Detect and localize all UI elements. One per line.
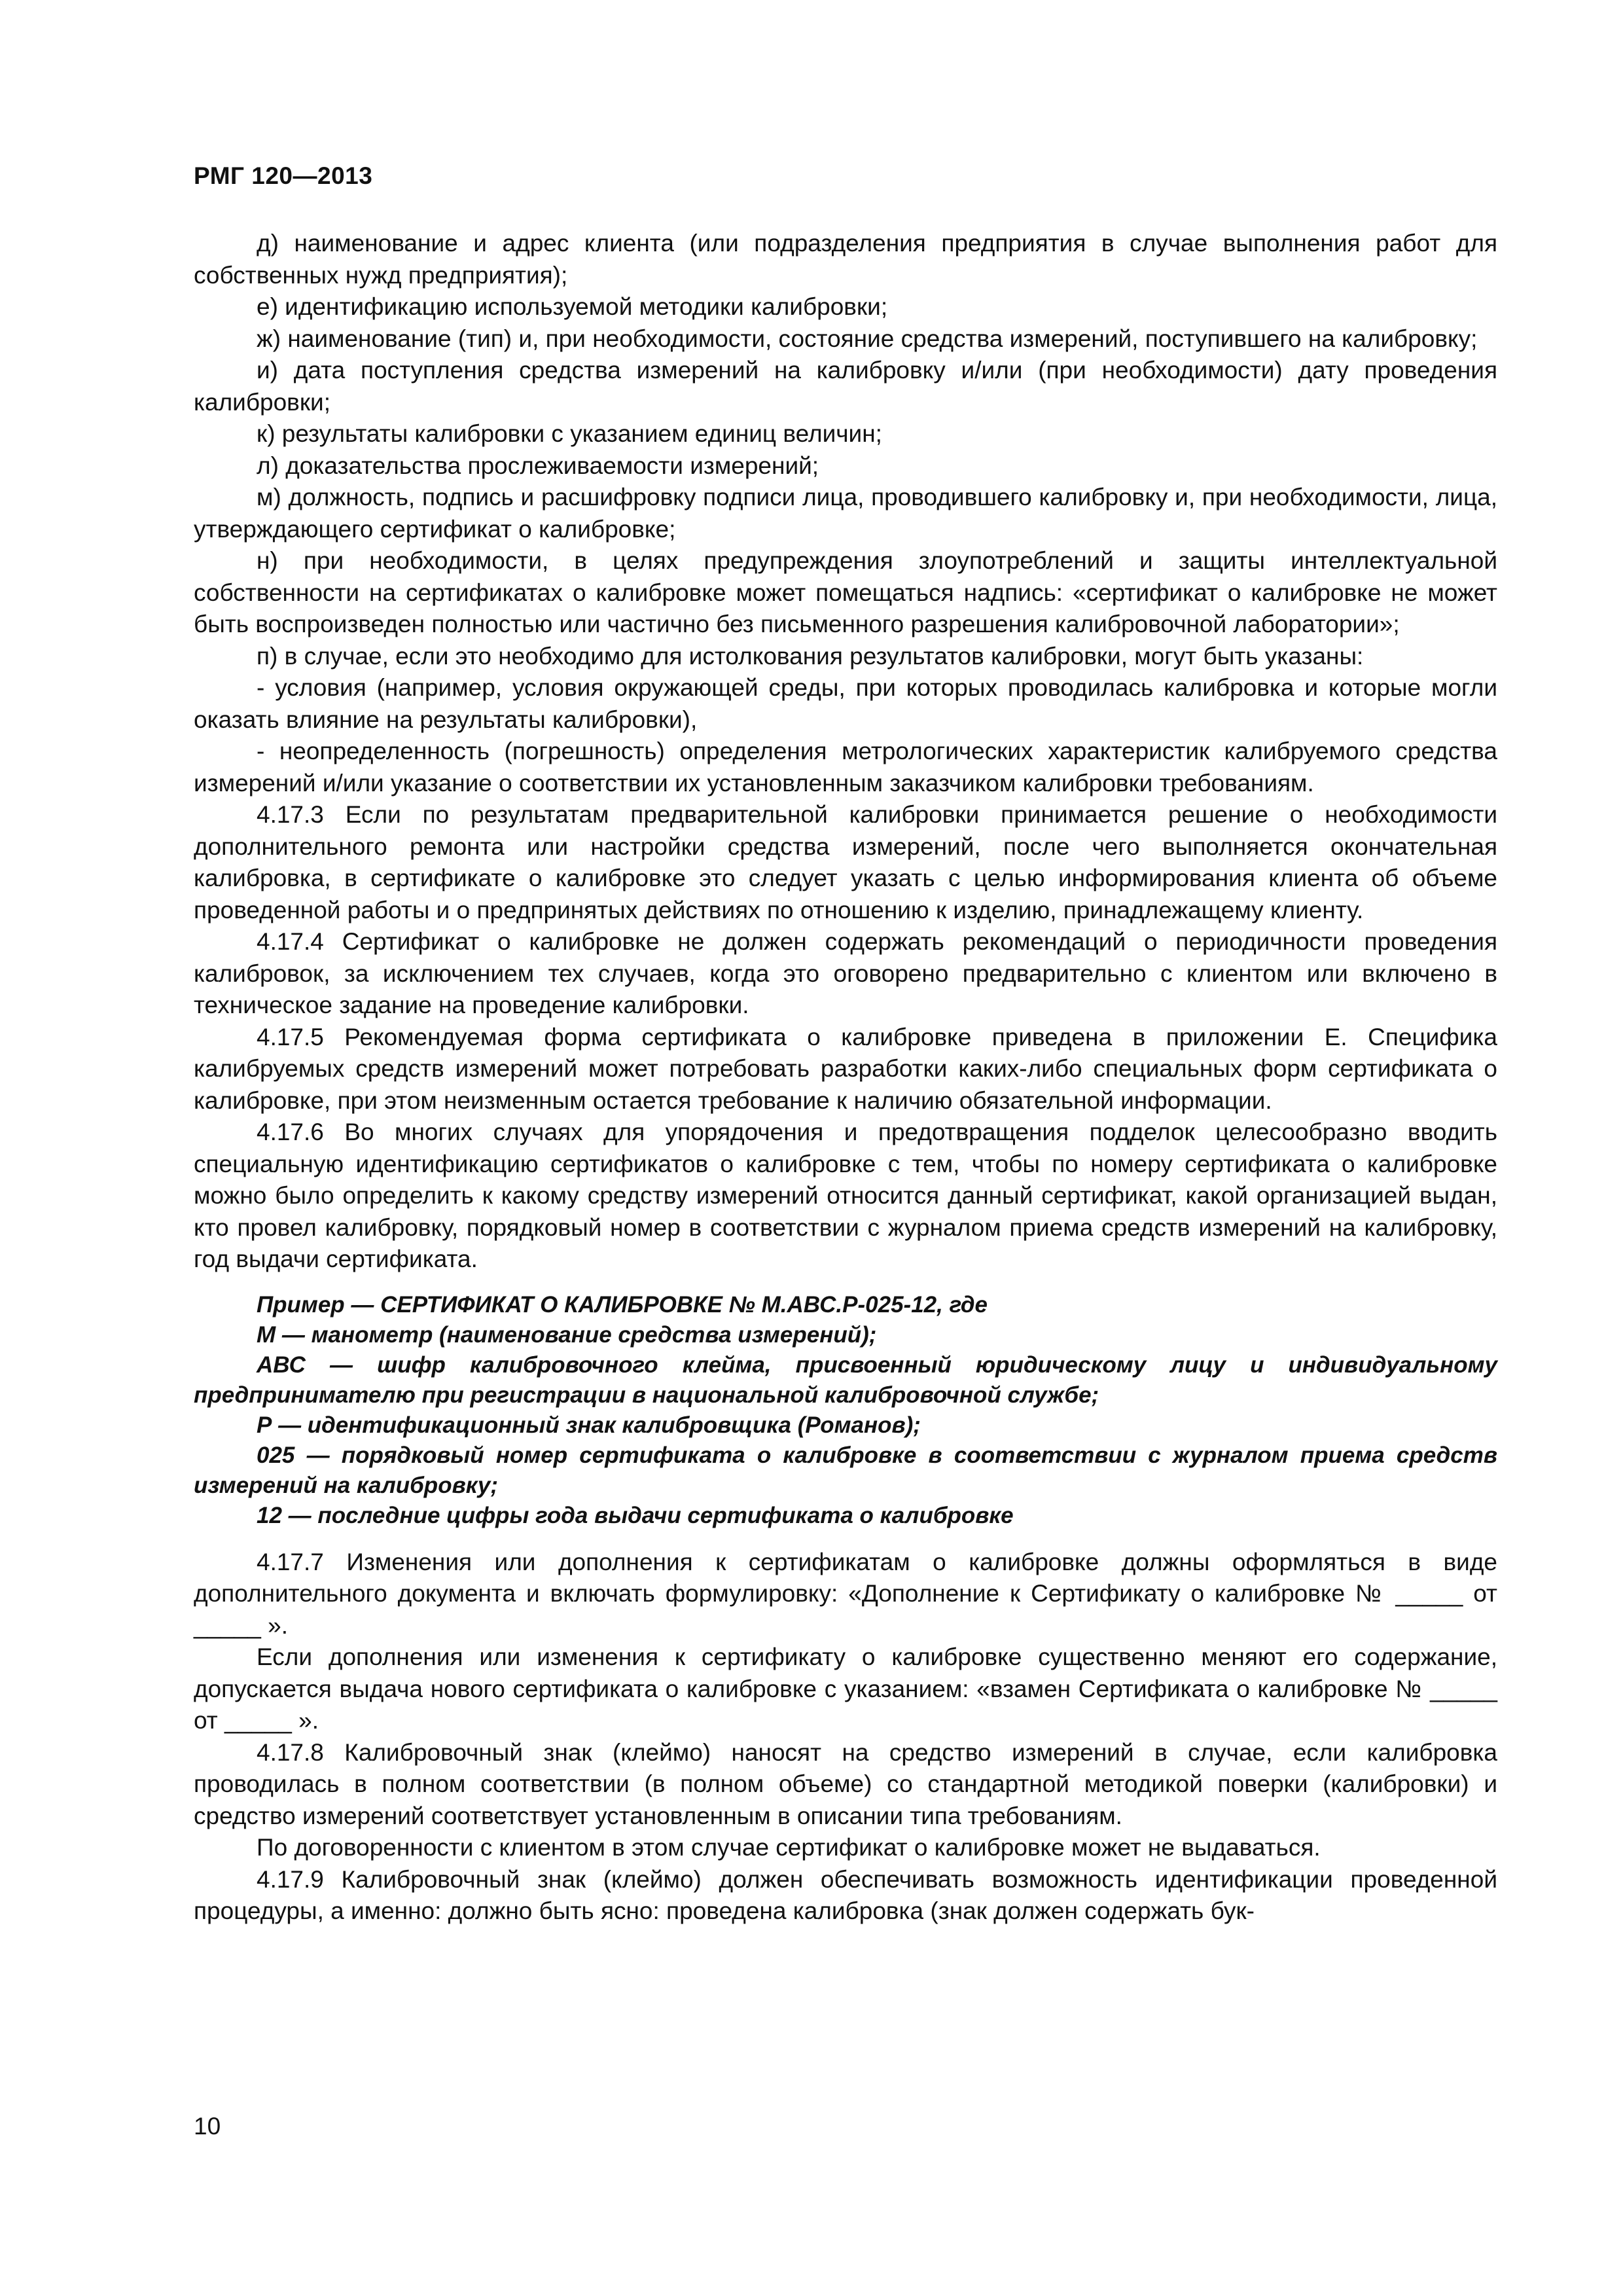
list-item-e: е) идентификацию используемой методики калибровки; xyxy=(257,293,888,320)
list-item-p: п) в случае, если это необходимо для истолкования результатов калибровки, могут быть указаны: xyxy=(257,642,1364,670)
example-line-m: М — манометр (наименование средства измерений); xyxy=(257,1321,877,1348)
clauses-section-1 xyxy=(194,799,1497,1276)
list-section xyxy=(194,228,1497,799)
example-line-p: Р — идентификационный знак калибровщика (Романов); xyxy=(257,1412,921,1438)
clauses-section-2 xyxy=(194,1547,1497,1928)
clause-4-17-9: 4.17.9 Калибровочный знак (клеймо) должен обеспечивать возможность идентификации проведенной процедуры, а именно: должно быть ясно: проведена калибровка (знак должен содержать бук- xyxy=(194,1865,1497,1924)
list-item-m: м) должность, подпись и расшифровку подписи лица, проводившего калибровку и, при необходимости, лица, утверждающего сертификат о калибровке; xyxy=(194,484,1497,543)
list-item-k: к) результаты калибровки с указанием единиц величин; xyxy=(257,420,882,447)
clause-4-17-8: 4.17.8 Калибровочный знак (клеймо) наносят на средство измерений в случае, если калибровка проводилась в полном соответствии (в полном объеме) со стандартной методикой поверки (калибровки) и средство измерений соответствует установленным в описании типа требованиям. xyxy=(194,1738,1497,1829)
page-number: 10 xyxy=(194,2113,221,2140)
clause-4-17-4: 4.17.4 Сертификат о калибровке не должен содержать рекомендаций о периодичности проведения калибровок, за исключением тех случаев, когда это оговорено предварительно с клиентом или включено в техническое задание на проведение калибровки. xyxy=(194,928,1497,1018)
clause-4-17-3: 4.17.3 Если по результатам предварительной калибровки принимается решение о необходимости дополнительного ремонта или настройки средства измерений, после чего выполняется окончательная калибровка, в сертификате о калибровке это следует указать с целью информирования клиента об объеме проведенной работы и о предпринятых действиях по отношению к изделию, принадлежащему клиенту. xyxy=(194,801,1497,924)
sub-item-conditions: - условия (например, условия окружающей среды, при которых проводилась калибровка и которые могли оказать влияние на результаты калибровки), xyxy=(194,674,1497,733)
list-item-l: л) доказательства прослеживаемости измерений; xyxy=(257,452,819,479)
list-item-zh: ж) наименование (тип) и, при необходимости, состояние средства измерений, поступившего на калибровку; xyxy=(257,325,1478,352)
list-item-i: и) дата поступления средства измерений на калибровку и/или (при необходимости) дату проведения калибровки; xyxy=(194,357,1497,416)
clause-4-17-7: 4.17.7 Изменения или дополнения к сертификатам о калибровке должны оформляться в виде дополнительного документа и включать формулировку: «Дополнение к Сертификату о калибровке № _____ от _____ ». xyxy=(194,1548,1497,1639)
example-line-abc: АВС — шифр калибровочного клейма, присвоенный юридическому лицу и индивидуальному предпринимателю при регистрации в национальной калибровочной службе; xyxy=(194,1352,1497,1408)
document-body xyxy=(194,228,1497,1928)
list-item-n: н) при необходимости, в целях предупреждения злоупотреблений и защиты интеллектуальной собственности на сертификатах о калибровке может помещаться надпись: «сертификат о калибровке не может быть воспроизведен полностью или частично без письменного разрешения калибровочной лаборатории»; xyxy=(194,547,1497,637)
clause-4-17-6: 4.17.6 Во многих случаях для упорядочения и предотвращения подделок целесообразно вводить специальную идентификацию сертификатов о калибровке с тем, чтобы по номеру сертификата о калибровке можно было определить к какому средству измерений относится данный сертификат, какой организацией выдан, кто провел калибровку, порядковый номер в соответствии с журналом приема средств измерений на калибровку, год выдачи сертификата. xyxy=(194,1119,1497,1272)
example-title: Пример — СЕРТИФИКАТ О КАЛИБРОВКЕ № М.АВС.Р-025-12, где xyxy=(257,1291,988,1318)
example-line-12: 12 — последние цифры года выдачи сертификата о калибровке xyxy=(257,1502,1014,1528)
list-item-d: д) наименование и адрес клиента (или подразделения предприятия в случае выполнения работ для собственных нужд предприятия); xyxy=(194,230,1497,289)
clause-4-17-7-cont: Если дополнения или изменения к сертификату о калибровке существенно меняют его содержание, допускается выдача нового сертификата о калибровке с указанием: «взамен Сертификата о калибровке № _____ от _____ ». xyxy=(194,1643,1497,1734)
example-block xyxy=(194,1290,1497,1531)
clause-4-17-8-cont: По договоренности с клиентом в этом случае сертификат о калибровке может не выдаваться. xyxy=(257,1834,1321,1861)
document-code: РМГ 120—2013 xyxy=(194,162,373,189)
sub-item-uncertainty: - неопределенность (погрешность) определения метрологических характеристик калибруемого средства измерений и/или указание о соответствии их установленным заказчиком калибровки требованиям. xyxy=(194,738,1497,797)
clause-4-17-5: 4.17.5 Рекомендуемая форма сертификата о калибровке приведена в приложении Е. Специфика калибруемых средств измерений может потребовать разработки каких-либо специальных форм сертификата о калибровке, при этом неизменным остается требование к наличию обязательной информации. xyxy=(194,1023,1497,1114)
example-line-025: 025 — порядковый номер сертификата о калибровке в соответствии с журналом приема средств измерений на калибровку; xyxy=(194,1442,1497,1498)
